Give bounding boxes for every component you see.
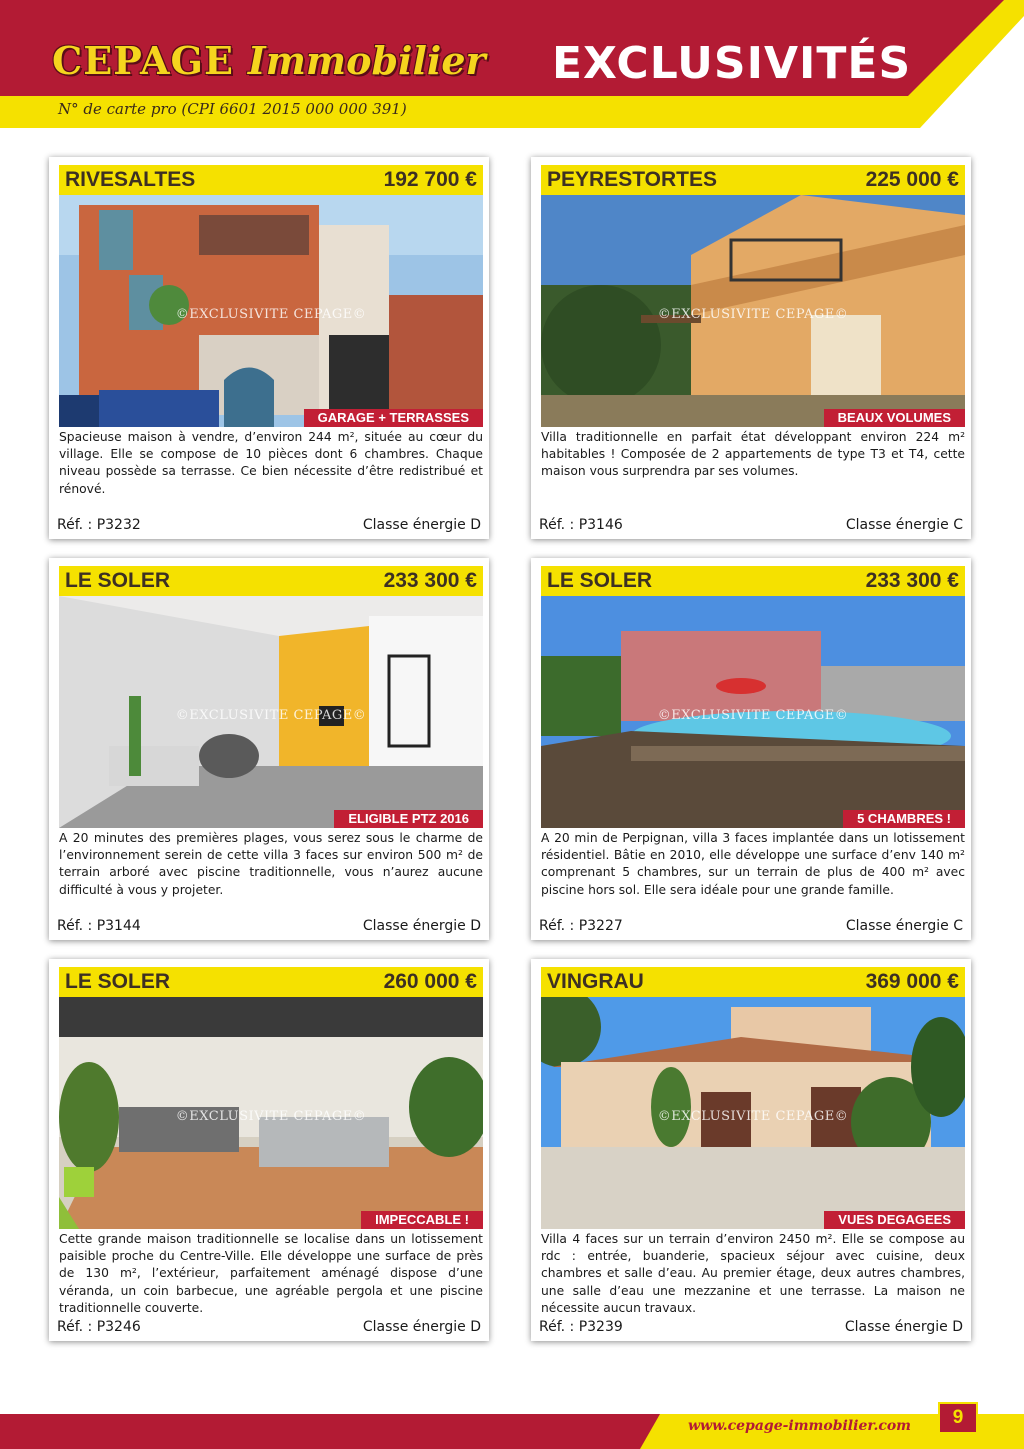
listing-tag: BEAUX VOLUMES: [824, 409, 965, 427]
listing-tag: VUES DEGAGEES: [824, 1211, 965, 1229]
listing-price: 369 000 €: [865, 970, 959, 993]
brand-name: CEPAGE: [52, 38, 234, 83]
listing-tag: IMPECCABLE !: [361, 1211, 483, 1229]
listing-photo[interactable]: [59, 195, 483, 427]
listing-header: [59, 566, 483, 596]
page-title: EXCLUSIVITÉS: [552, 38, 912, 89]
watermark: ©EXCLUSIVITE CEPAGE©: [657, 1109, 849, 1124]
listing-energy-class: Classe énergie D: [362, 517, 481, 533]
listing-price: 225 000 €: [865, 168, 959, 191]
listing-city: LE SOLER: [65, 970, 171, 993]
listing-card-rivesaltes[interactable]: [49, 157, 489, 539]
listing-energy-class: Classe énergie D: [362, 1319, 481, 1335]
listing-energy-class: Classe énergie D: [362, 918, 481, 934]
listing-reference: Réf. : P3232: [57, 517, 141, 533]
listing-price: 233 300 €: [865, 569, 959, 592]
brand-subtitle: Immobilier: [247, 38, 486, 83]
listing-city: LE SOLER: [547, 569, 653, 592]
listing-description: Villa 4 faces sur un terrain d’environ 2450 m². Elle se compose au rdc : entrée, buanderie, spacieux séjour avec cuisine, deux chambres et salle d’eau. Au premier étage, deux autres chambres, une salle d’eau une mezzanine et une terrasse. La maison ne nécessite aucun travaux.: [541, 1232, 965, 1315]
website-link[interactable]: www.cepage-immobilier.com: [688, 1418, 911, 1434]
listing-header: [541, 165, 965, 195]
watermark: ©EXCLUSIVITE CEPAGE©: [657, 307, 849, 322]
listing-header: [541, 967, 965, 997]
listing-tag: ELIGIBLE PTZ 2016: [334, 810, 483, 828]
listing-photo[interactable]: [541, 596, 965, 828]
listing-photo[interactable]: [59, 997, 483, 1229]
listing-city: VINGRAU: [547, 970, 644, 993]
listing-energy-class: Classe énergie C: [845, 918, 963, 934]
listing-reference: Réf. : P3227: [539, 918, 623, 934]
listing-price: 233 300 €: [383, 569, 477, 592]
listing-description: Villa traditionnelle en parfait état développant environ 224 m² habitables ! Composée de 2 appartements de type T3 et T4, cette maison vous surprendra par ses volumes.: [541, 430, 965, 479]
listing-reference: Réf. : P3246: [57, 1319, 141, 1335]
listing-price: 192 700 €: [383, 168, 477, 191]
listing-reference: Réf. : P3146: [539, 517, 623, 533]
listing-price: 260 000 €: [383, 970, 477, 993]
listing-card-peyrestortes[interactable]: [531, 157, 971, 539]
listing-header: [59, 967, 483, 997]
watermark: ©EXCLUSIVITE CEPAGE©: [657, 708, 849, 723]
listing-photo[interactable]: [541, 195, 965, 427]
listing-photo[interactable]: [59, 596, 483, 828]
listing-description: A 20 minutes des premières plages, vous serez sous le charme de l’environnement serein de cette villa 3 faces sur environ 500 m² de terrain arboré avec piscine traditionnelle, vous n’aurez aucune difficulté à vous y projeter.: [59, 831, 483, 897]
listing-tag: 5 CHAMBRES !: [843, 810, 965, 828]
listing-description: Cette grande maison traditionnelle se localise dans un lotissement paisible proche du Centre-Ville. Elle développe une surface de près de 130 m², l’extérieur, parfaitement aménagé dispose d’une véranda, un coin barbecue, une agréable pergola et une piscine traditionnelle couverte.: [59, 1232, 483, 1315]
professional-card-number: N° de carte pro (CPI 6601 2015 000 000 391): [58, 100, 407, 118]
page-number: 9: [938, 1402, 978, 1434]
listing-energy-class: Classe énergie C: [845, 517, 963, 533]
watermark: ©EXCLUSIVITE CEPAGE©: [175, 708, 367, 723]
listing-description: A 20 min de Perpignan, villa 3 faces implantée dans un lotissement résidentiel. Bâtie en 2010, elle développe une surface d’env 140 m² comprenant 5 chambres, sur un terrain de plus de 400 m² avec piscine hors sol. Elle sera idéale pour une grande famille.: [541, 831, 965, 897]
listing-reference: Réf. : P3144: [57, 918, 141, 934]
listing-description: Spacieuse maison à vendre, d’environ 244 m², située au cœur du village. Elle se compose de 10 pièces dont 6 chambres. Chaque niveau possède sa terrasse. Ce bien nécessite d’être redistribué et rénové.: [59, 430, 483, 496]
listing-city: RIVESALTES: [65, 168, 196, 191]
listing-city: LE SOLER: [65, 569, 171, 592]
listing-card-vingrau[interactable]: [531, 959, 971, 1341]
listing-header: [541, 566, 965, 596]
listing-energy-class: Classe énergie D: [844, 1319, 963, 1335]
watermark: ©EXCLUSIVITE CEPAGE©: [175, 307, 367, 322]
listing-city: PEYRESTORTES: [547, 168, 717, 191]
listing-reference: Réf. : P3239: [539, 1319, 623, 1335]
listing-card-le-soler-2[interactable]: [531, 558, 971, 940]
listing-tag: GARAGE + TERRASSES: [304, 409, 483, 427]
listing-photo[interactable]: [541, 997, 965, 1229]
listing-header: [59, 165, 483, 195]
brand-logo: [52, 38, 486, 88]
listing-card-le-soler-1[interactable]: [49, 558, 489, 940]
watermark: ©EXCLUSIVITE CEPAGE©: [175, 1109, 367, 1124]
listing-card-le-soler-3[interactable]: [49, 959, 489, 1341]
